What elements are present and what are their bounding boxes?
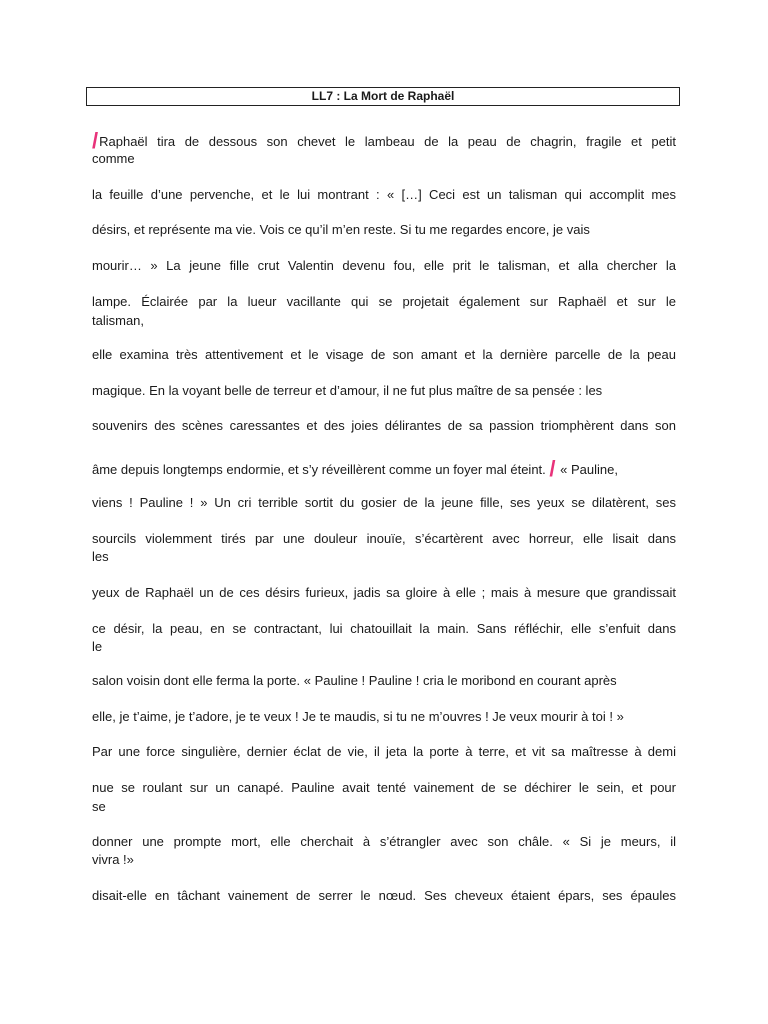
text-line: yeux de Raphaël un de ces désirs furieux, jadis sa gloire à elle ; mais à mesure que grandissait: [92, 585, 676, 600]
text-line: mourir… » La jeune fille crut Valentin devenu fou, elle prit le talisman, et alla chercher la: [92, 258, 676, 273]
text-line: souvenirs des scènes caressantes et des joies délirantes de sa passion triomphèrent dans son: [92, 418, 676, 433]
text-line: magique. En la voyant belle de terreur et d’amour, il ne fut plus maître de sa pensée : les: [92, 383, 603, 398]
text-line: donner une prompte mort, elle cherchait à s’étrangler avec son châle. « Si je meurs, il: [92, 834, 676, 849]
text-line: viens ! Pauline ! » Un cri terrible sortit du gosier de la jeune fille, ses yeux se dilatèrent, ses: [92, 495, 676, 510]
text-line: elle examina très attentivement et le visage de son amant et la dernière parcelle de la peau: [92, 347, 676, 362]
text-line-content: « Pauline,: [560, 462, 618, 477]
text-line: elle, je t’aime, je t’adore, je te veux ! Je te maudis, si tu ne m’ouvres ! Je veux mourir à toi ! »: [92, 709, 624, 724]
text-line: ce désir, la peau, en se contractant, lui chatouillait la main. Sans réfléchir, elle s’enfuit dans: [92, 621, 676, 636]
text-line-wrap: le: [92, 639, 103, 654]
text-line: salon voisin dont elle ferma la porte. « Pauline ! Pauline ! cria le moribond en courant après: [92, 673, 617, 688]
text-line: sourcils violemment tirés par une douleur inouïe, s’écartèrent avec horreur, elle lisait dans: [92, 531, 676, 546]
text-line: lampe. Éclairée par la lueur vacillante qui se projetait également sur Raphaël et sur le: [92, 294, 676, 309]
text-line: disait-elle en tâchant vainement de serrer le nœud. Ses cheveux étaient épars, ses épaules: [92, 888, 676, 903]
text-line: la feuille d’une pervenche, et le lui montrant : « […] Ceci est un talisman qui accomplit mes: [92, 187, 676, 202]
text-line: désirs, et représente ma vie. Vois ce qu’il m’en reste. Si tu me regardes encore, je vais: [92, 222, 590, 237]
section-marker-icon: /: [92, 128, 99, 153]
text-line: nue se roulant sur un canapé. Pauline avait tenté vainement de se déchirer le sein, et pour: [92, 780, 676, 795]
document-title: LL7 : La Mort de Raphaël: [86, 87, 680, 106]
text-line-wrap: talisman,: [92, 313, 145, 328]
text-line-content: Raphaël tira de dessous son chevet le lambeau de la peau de chagrin, fragile et petit: [99, 134, 676, 149]
text-line-content: âme depuis longtemps endormie, et s’y réveillèrent comme un foyer mal éteint.: [92, 462, 546, 477]
text-line: [92, 456, 618, 481]
text-line-wrap: vivra !»: [92, 852, 134, 867]
text-line-wrap: comme: [92, 151, 135, 166]
section-marker-icon: /: [549, 456, 556, 481]
text-line-wrap: se: [92, 799, 106, 814]
text-line: [92, 128, 676, 153]
text-line: Par une force singulière, dernier éclat de vie, il jeta la porte à terre, et vit sa maîtresse à demi: [92, 744, 676, 759]
text-line-wrap: les: [92, 549, 109, 564]
